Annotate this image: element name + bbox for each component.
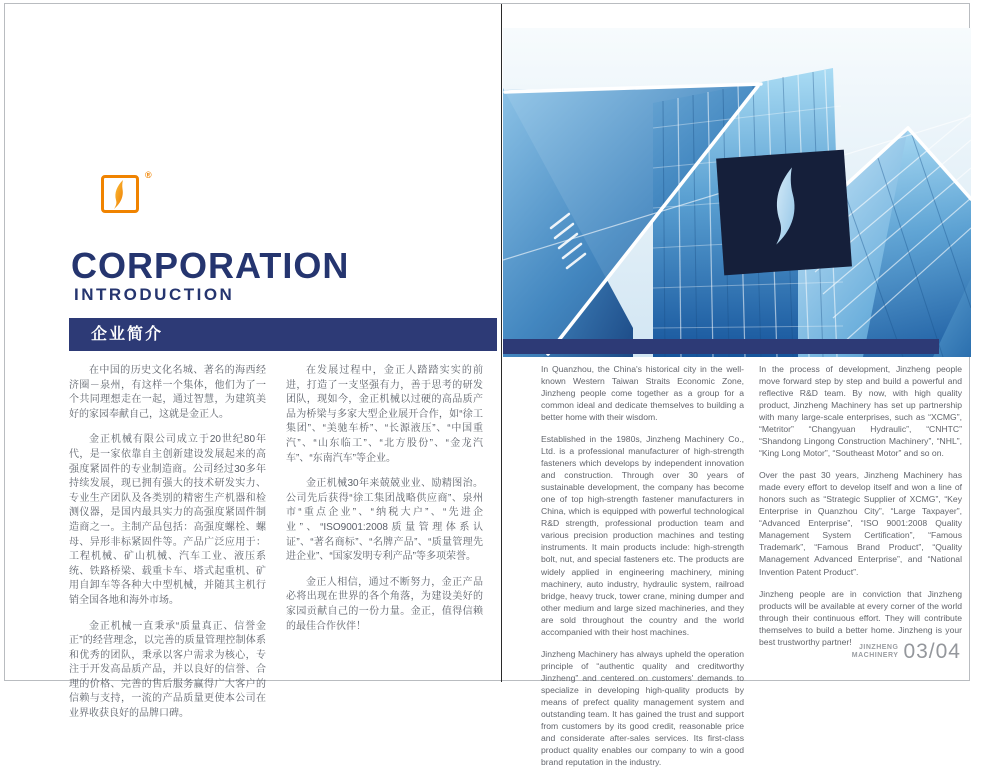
page-number: 03/04 bbox=[903, 640, 961, 663]
paragraph: Jinzheng people are in conviction that Jinzheng products will be available at every corner of the world through their continuous effort. They will contribute themselves to build a better home. Jinzheng is your best trustworthy partner! bbox=[759, 588, 962, 647]
page-subtitle: INTRODUCTION bbox=[74, 285, 235, 304]
jinzheng-logo-icon bbox=[101, 175, 139, 213]
building-logo-sign bbox=[716, 150, 852, 276]
english-text-column-2 bbox=[759, 363, 962, 658]
paragraph: Jinzheng Machinery has always upheld the operation principle of “authentic quality and creditworthy Jinzheng” and centered on customers' demands to specialize in developing high-quality products by means of prefect quality management system and outstanding team. It has gained the trust and support from customers by its good credit, reasonable price and considerate after-sales services. Its first-class product quality enables our company to win a good brand reputation in the industry. bbox=[541, 648, 744, 767]
paragraph: Over the past 30 years, Jinzheng Machinery has made every effort to develop itself and won a line of honors such as “Strategic Supplier of XCMG”, “Key Enterprise in Quanzhou City”, “Large Taxpayer”, “Advanced Enterprise”, “ISO 9001:2008 Quality Management System Certification”, “Famous Trademark”, “Famous Brand Product”, “Quality Management Advanced Enterprise”, and “National Invention Patent Product”. bbox=[759, 470, 962, 577]
paragraph: 在发展过程中，金正人踏踏实实的前进，打造了一支坚强有力，善于思考的研发团队，现如今，金正机械以过硬的高品质产品为桥梁与多家大型企业展开合作，如“徐工集团”、“美驰车桥”、“长源液压”、“中国重汽”、“山东临工”、“北方股份”、“金龙汽车”、“东南汽车”等企业。 bbox=[286, 365, 483, 464]
chinese-text-column-2 bbox=[286, 364, 483, 645]
paragraph: In Quanzhou, the China's historical city in the well-known Western Taiwan Straits Economic Zone, Jinzheng people come together as a group for a common ideal and dedicate themselves to building a better home with their wisdom. bbox=[541, 364, 744, 423]
paragraph: 在中国的历史文化名城、著名的海西经济圈－泉州，有这样一个集体，他们为了一个共同理想走在一起，通过智慧，为建筑美好的家园奉献自己，这就是金正人。 bbox=[69, 365, 266, 420]
section-banner: 企业简介 bbox=[69, 318, 497, 351]
page-footer bbox=[817, 640, 961, 664]
logo-flame-icon bbox=[110, 180, 132, 210]
building-photo bbox=[503, 28, 971, 357]
paragraph: In the process of development, Jinzheng people move forward step by step and build a powerful and reflective R&D team. By now, with high quality product, Jinzheng Machinery has set up partnership with many large-scale enterprises, such as “XCMG”, “Metritor” “Changyuan Hydraulic”, “CNHTC” “Shandong Lingong Construction Machinery”, “NHL”, “King Long Motor”, “Southeast Motor” and so on. bbox=[759, 364, 962, 459]
chinese-text-column-1 bbox=[69, 364, 266, 733]
footer-brand-line2: MACHINERY bbox=[851, 652, 899, 659]
page-title: CORPORATION bbox=[71, 245, 350, 286]
footer-brand bbox=[852, 644, 899, 660]
photo-divider-bar bbox=[503, 339, 939, 354]
registered-mark: ® bbox=[145, 170, 152, 180]
brochure-spread bbox=[4, 3, 970, 767]
page-gutter-line bbox=[501, 4, 502, 682]
paragraph: 金正机械30年来兢兢业业、励精图治。公司先后获得“徐工集团战略供应商”、泉州市“重点企业”、“纳税大户”、“先进企业”、“ISO9001:2008质量管理体系认证”、“著名商标”、“名牌产品”、“质量管理先进企业”、“国家发明专利产品”等多项荣誉。 bbox=[286, 478, 483, 563]
paragraph: 金正机械一直秉承“质量真正、信誉金正”的经营理念，以完善的质量管理控制体系和优秀的团队，秉承以客户需求为核心，专注于开发高品质产品，并以良好的信誉、合理的价格、完善的售后服务赢得广大客户的信赖与支持，一流的产品质量更使本公司在业界收获良好的品牌口碑。 bbox=[69, 620, 266, 720]
paragraph: 金正机械有限公司成立于20世纪80年代，是一家依靠自主创新建设发展起来的高强度紧固件的专业制造商。公司经过30多年持续发展，现已拥有强大的技术研发实力、专业生产团队及各类别的精密生产机器和检测仪器，是国内最具实力的高强度紧固件制造商之一。主制产品包括：高强度螺栓、螺母、异形非标紧固件等。产品广泛应用于：工程机械、矿山机械、汽车工业、液压系统、铁路桥梁、载重卡车、塔式起重机、矿用自卸车等各种大中型机械，并随其主机行销全国各地和海外市场。 bbox=[69, 434, 266, 606]
paragraph: Established in the 1980s, Jinzheng Machinery Co., Ltd. is a professional manufacturer of high-strength fasteners which develops by independent innovation and construction. Through over 30 years of sustainable development, the company has become one of top high-strength fastener manufacturers in China, which is equipped with powerful technological R&D strength, professional production team and various precision production machines and testing instruments. It main products include: high-strength bolt, nut, and special fasteners etc. The products are widely applied in engineering machinery, mining machinery, auto industry, hydraulic system, railroad bridge, heavy truck, tower crane, mining dumper and other medium and large sized machineries, and they are sold throughout the country and the world accompanied with their host machines. bbox=[541, 434, 744, 637]
paragraph: 金正人相信，通过不断努力，金正产品必将出现在世界的各个角落，为建设美好的家园贡献自己的一份力量。金正，值得信赖的最佳合作伙伴！ bbox=[286, 576, 483, 632]
footer-brand-line1: JINZHENG bbox=[859, 643, 899, 651]
english-text-column-1 bbox=[541, 363, 744, 778]
